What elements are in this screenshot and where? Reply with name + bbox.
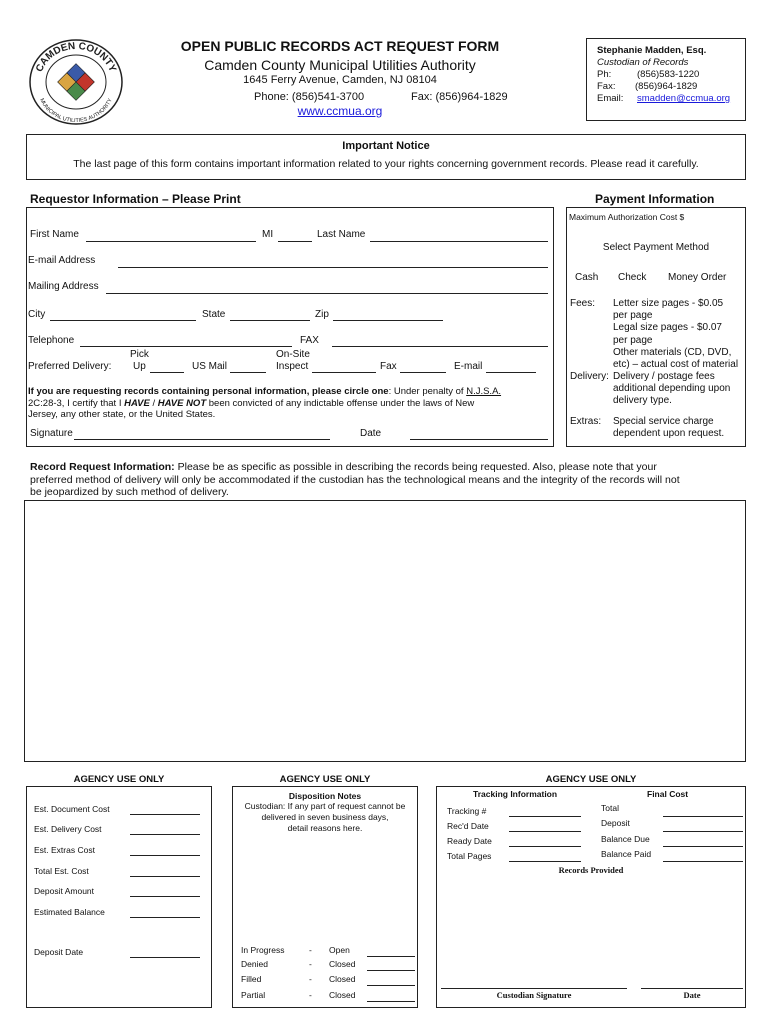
deposit-date-field[interactable]: [130, 957, 200, 958]
fee-item: per page: [613, 334, 653, 346]
custodian-ph: (856)583-1220: [637, 69, 700, 80]
usmail-label: US Mail: [192, 361, 228, 372]
city-field[interactable]: [50, 320, 196, 321]
onsite-bottom: Inspect: [276, 361, 309, 372]
custodian-email-link[interactable]: smadden@ccmua.org: [637, 93, 731, 104]
org-phone: Phone: (856)541-3700: [254, 91, 365, 103]
final-deposit-label: Deposit: [601, 818, 630, 828]
extras-label: Extras:: [570, 416, 602, 427]
signature-label: Signature: [30, 428, 73, 439]
personal-info-certification: [28, 386, 548, 421]
first-name-label: First Name: [30, 229, 79, 240]
extras-item: Special service charge: [613, 416, 714, 427]
recd-date-label: Rec'd Date: [447, 821, 489, 831]
personal-info-text4: Jersey, any other state, or the United States.: [28, 409, 216, 420]
final-cost-title: Final Cost: [647, 789, 689, 799]
balance-due-field[interactable]: [663, 846, 743, 847]
status-closed[interactable]: Closed: [329, 959, 356, 969]
agency-box-1: [26, 786, 212, 1008]
record-request-label: Record Request Information:: [30, 461, 175, 473]
fee-item: per page: [613, 310, 653, 322]
agency-heading-2: AGENCY USE ONLY: [279, 774, 371, 785]
logo-ring-top: CAMDEN COUNTY: [34, 40, 118, 74]
disposition-notes-text2: delivered in seven business days,: [261, 812, 389, 822]
custodian-fax-label: Fax:: [597, 81, 616, 92]
total-pages-field[interactable]: [509, 861, 581, 862]
custodian-signature-label: Custodian Signature: [496, 990, 572, 1000]
est-document-cost-field[interactable]: [130, 814, 200, 815]
deposit-amount-label: Deposit Amount: [34, 886, 95, 896]
signature-field[interactable]: [74, 439, 330, 440]
custodian-signature-field[interactable]: [441, 988, 627, 989]
records-provided-label: Records Provided: [558, 865, 624, 875]
agency-box-3: [436, 786, 746, 1008]
final-total-label: Total: [601, 803, 619, 813]
first-name-field[interactable]: [86, 241, 256, 242]
status-dash: -: [309, 974, 312, 984]
last-name-label: Last Name: [317, 229, 366, 240]
onsite-top: On-Site: [276, 349, 310, 360]
custodian-email-label: Email:: [597, 93, 624, 104]
email-option-field[interactable]: [486, 372, 536, 373]
payment-money-order[interactable]: Money Order: [668, 272, 727, 283]
fax-option-label: Fax: [380, 361, 397, 372]
pickup-top: Pick: [130, 349, 149, 360]
status-denied-field[interactable]: [367, 970, 415, 971]
disposition-notes-title: Disposition Notes: [288, 791, 362, 801]
status-dash: -: [309, 959, 312, 969]
city-label: City: [28, 309, 46, 320]
status-partial-field[interactable]: [367, 1001, 415, 1002]
requestor-heading: Requestor Information – Please Print: [30, 192, 241, 206]
total-est-cost-field[interactable]: [130, 876, 200, 877]
record-request-text1: Please be as specific as possible in describing the records being requested. Also, please note that your: [174, 461, 657, 473]
disposition-notes-text3: detail reasons here.: [287, 823, 363, 833]
mailing-label: Mailing Address: [28, 281, 99, 292]
delivery-fee-item: additional depending upon: [613, 383, 731, 395]
personal-info-text2: 2C:28-3, I certify that I: [28, 397, 122, 409]
org-fax: Fax: (856)964-1829: [411, 91, 508, 103]
important-notice-box: [26, 134, 746, 180]
balance-due-label: Balance Due: [601, 834, 650, 844]
balance-paid-field[interactable]: [663, 861, 743, 862]
zip-label: Zip: [315, 309, 329, 320]
fax-label: FAX: [300, 335, 319, 346]
status-filled[interactable]: Filled: [241, 974, 262, 984]
extras-item: dependent upon request.: [613, 428, 725, 440]
have-option[interactable]: HAVE: [124, 397, 150, 409]
tracking-title: Tracking Information: [473, 789, 558, 799]
date-field[interactable]: [410, 439, 548, 440]
pickup-bottom: Up: [133, 361, 146, 372]
custodian-box: [586, 38, 746, 121]
have-slash: /: [152, 397, 156, 409]
website-wrap: [140, 104, 540, 118]
notice-text: The last page of this form contains important information related to your rights concerning government records. Please read it carefully.: [73, 158, 699, 170]
estimated-balance-label: Estimated Balance: [34, 907, 105, 917]
email-option-label: E-mail: [454, 361, 483, 372]
agency-box-2: [232, 786, 418, 1008]
total-pages-label: Total Pages: [447, 851, 492, 861]
date-label: Date: [360, 428, 382, 439]
est-extras-cost-field[interactable]: [130, 855, 200, 856]
mi-label: MI: [262, 229, 274, 240]
fees-label: Fees:: [570, 298, 596, 309]
agency-heading-1: AGENCY USE ONLY: [73, 774, 165, 785]
custodian-fax: (856)964-1829: [635, 81, 698, 92]
last-name-field[interactable]: [370, 241, 548, 242]
fax-field[interactable]: [332, 346, 548, 347]
record-request-textarea[interactable]: [24, 500, 746, 762]
custodian-ph-label: Ph:: [597, 69, 612, 80]
delivery-fee-item: Delivery / postage fees: [613, 371, 715, 382]
website-link[interactable]: www.ccmua.org: [297, 104, 383, 118]
have-not-option[interactable]: HAVE NOT: [157, 397, 207, 409]
status-partial[interactable]: Partial: [241, 990, 266, 1000]
status-in-progress[interactable]: In Progress: [241, 945, 285, 955]
payment-heading: Payment Information: [595, 192, 715, 206]
zip-field[interactable]: [333, 320, 443, 321]
fax-option-field[interactable]: [400, 372, 446, 373]
personal-info-text1: : Under penalty of: [388, 386, 467, 397]
fees-list: [613, 298, 738, 371]
tracking-number-field[interactable]: [509, 816, 581, 817]
record-request-text2: preferred method of delivery will only be accommodated if the custodian has the technological means and the integrity of the records will not: [30, 473, 680, 486]
deposit-date-label: Deposit Date: [34, 947, 84, 957]
onsite-field[interactable]: [312, 372, 376, 373]
est-document-cost-label: Est. Document Cost: [34, 804, 110, 814]
notice-title: Important Notice: [342, 140, 430, 152]
personal-info-bold: If you are requesting records containing personal information, please circle one: [28, 386, 389, 397]
delivery-fee-item: delivery type.: [613, 395, 672, 407]
payment-cash[interactable]: Cash: [575, 272, 599, 283]
custodian-role: Custodian of Records: [597, 57, 689, 68]
custodian-date-label: Date: [683, 990, 701, 1000]
personal-info-text3: been convicted of any indictable offense under the laws of New: [208, 397, 475, 409]
max-auth-label: Maximum Authorization Cost $: [569, 212, 685, 222]
email-field[interactable]: [118, 267, 548, 268]
est-delivery-cost-label: Est. Delivery Cost: [34, 824, 102, 834]
status-dash: -: [309, 945, 312, 955]
est-delivery-cost-field[interactable]: [130, 834, 200, 835]
fee-item: etc) – actual cost of material: [613, 359, 739, 371]
mi-field[interactable]: [278, 241, 312, 242]
select-payment-label: Select Payment Method: [602, 242, 710, 253]
final-total-field[interactable]: [663, 816, 743, 817]
balance-paid-label: Balance Paid: [601, 849, 652, 859]
svg-text:MUNICIPAL UTILITIES AUTHORITY: [38, 97, 114, 124]
delivery-label: Preferred Delivery:: [28, 361, 112, 372]
status-denied[interactable]: Denied: [241, 959, 268, 969]
telephone-field[interactable]: [80, 346, 292, 347]
email-label: E-mail Address: [28, 255, 96, 266]
est-extras-cost-label: Est. Extras Cost: [34, 845, 95, 855]
delivery-fee-label: Delivery:: [570, 371, 609, 382]
total-est-cost-label: Total Est. Cost: [34, 866, 89, 876]
fee-item: Other materials (CD, DVD,: [613, 346, 732, 358]
recd-date-field[interactable]: [509, 831, 581, 832]
delivery-fee-list: [613, 371, 730, 408]
pickup-field[interactable]: [150, 372, 184, 373]
fee-item: Legal size pages - $0.07: [613, 322, 722, 334]
custodian-name: Stephanie Madden, Esq.: [597, 45, 707, 56]
org-name: Camden County Municipal Utilities Authority: [204, 57, 476, 73]
payment-check[interactable]: Check: [618, 272, 647, 283]
tracking-number-label: Tracking #: [447, 806, 487, 816]
usmail-field[interactable]: [230, 372, 266, 373]
status-dash: -: [309, 990, 312, 1000]
ccmua-logo: [26, 38, 126, 126]
status-closed[interactable]: Closed: [329, 990, 356, 1000]
extras-list: [613, 416, 724, 440]
form-title: OPEN PUBLIC RECORDS ACT REQUEST FORM: [180, 38, 500, 54]
record-request-instructions: [30, 461, 742, 499]
state-label: State: [202, 309, 226, 320]
status-closed[interactable]: Closed: [329, 974, 356, 984]
mailing-field[interactable]: [106, 293, 548, 294]
logo-ring-bottom: MUNICIPAL UTILITIES AUTHORITY: [38, 97, 114, 125]
agency-heading-3: AGENCY USE ONLY: [545, 774, 637, 785]
payment-box: [566, 207, 746, 447]
record-request-text3: be jeopardized by such method of delivery.: [30, 486, 229, 498]
ready-date-field[interactable]: [509, 846, 581, 847]
deposit-amount-field[interactable]: [130, 896, 200, 897]
status-filled-field[interactable]: [367, 985, 415, 986]
final-deposit-field[interactable]: [663, 831, 743, 832]
statute-ref: N.J.S.A.: [466, 386, 502, 397]
custodian-date-field[interactable]: [641, 988, 743, 989]
fee-item: Letter size pages - $0.05: [613, 298, 724, 309]
state-field[interactable]: [230, 320, 310, 321]
status-open[interactable]: Open: [329, 945, 350, 955]
disposition-notes-text1: Custodian: If any part of request cannot be: [244, 801, 406, 811]
estimated-balance-field[interactable]: [130, 917, 200, 918]
ready-date-label: Ready Date: [447, 836, 492, 846]
org-address: 1645 Ferry Avenue, Camden, NJ 08104: [243, 74, 437, 86]
telephone-label: Telephone: [28, 335, 75, 346]
status-open-field[interactable]: [367, 956, 415, 957]
